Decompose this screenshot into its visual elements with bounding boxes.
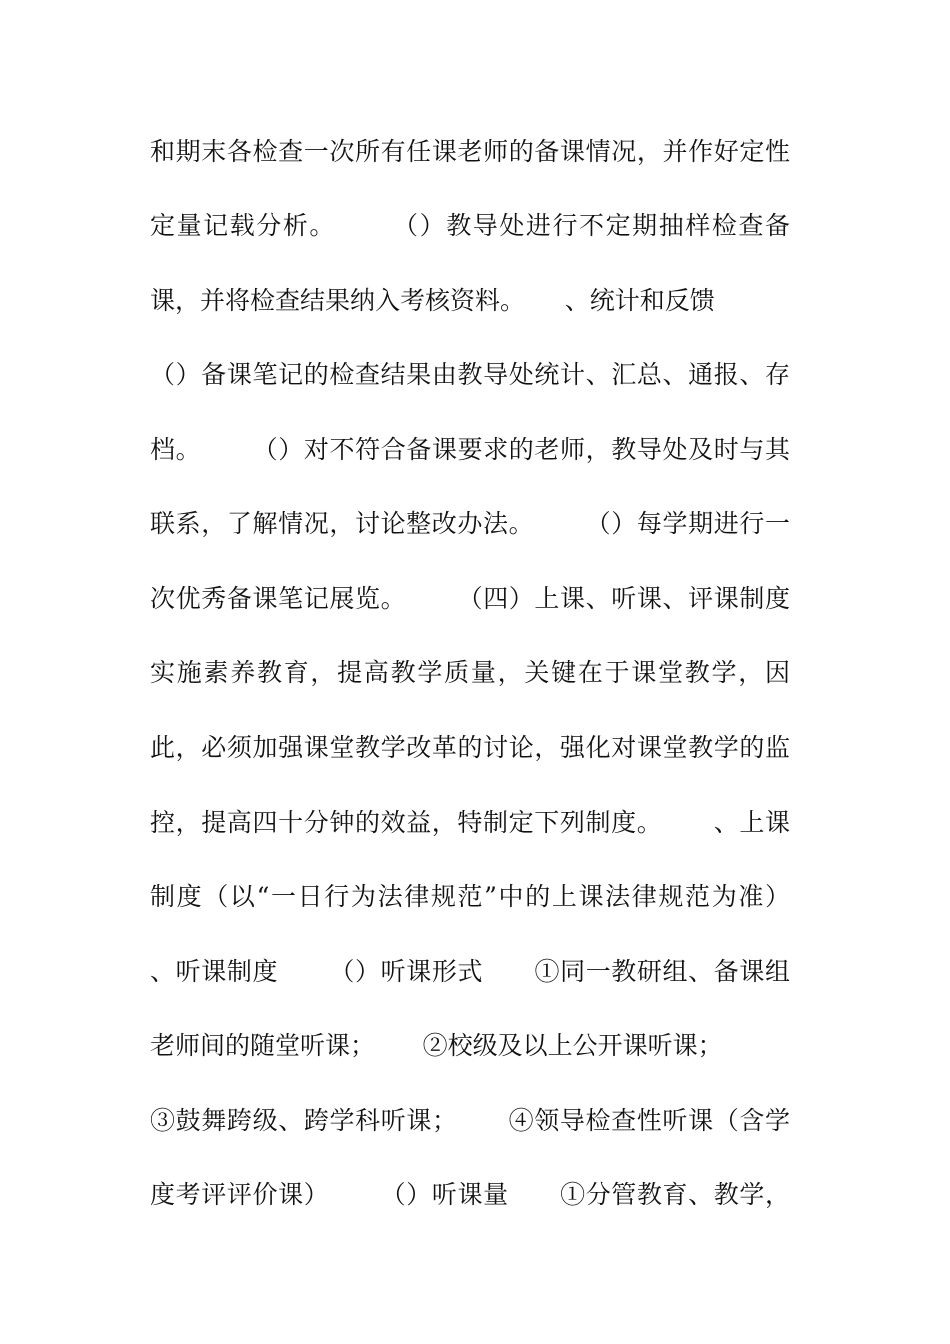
- text-line-4: （）备课笔记的检查结果由教导处统计、汇总、通报、存: [150, 360, 790, 389]
- text-line-6: 联系，了解情况，讨论整改办法。 （）每学期进行一: [150, 509, 790, 538]
- text-line-11: 制度（以“一日行为法律规范”中的上课法律规范为准）: [150, 882, 790, 911]
- text-line-13: 老师间的随堂听课； ②校级及以上公开课听课；: [150, 1031, 723, 1060]
- text-line-12: 、听课制度 （）听课形式 ①同一教研组、备课组: [150, 957, 790, 986]
- text-line-2: 定量记载分析。 （）教导处进行不定期抽样检查备: [150, 211, 790, 240]
- text-line-5: 档。 （）对不符合备课要求的老师，教导处及时与其: [150, 435, 790, 464]
- text-line-14: ③鼓舞跨级、跨学科听课； ④领导检查性听课（含学: [150, 1106, 790, 1135]
- text-line-15: 度考评评价课） （）听课量 ①分管教育、教学，: [150, 1180, 790, 1209]
- text-line-8: 实施素养教育，提高教学质量，关键在于课堂教学，因: [150, 658, 790, 687]
- text-line-3: 课，并将检查结果纳入考核资料。 、统计和反馈: [150, 286, 715, 315]
- text-line-10: 控，提高四十分钟的效益，特制定下列制度。 、上课: [150, 808, 790, 837]
- text-line-1: 和期末各检查一次所有任课老师的备课情况，并作好定性: [150, 137, 790, 166]
- text-line-9: 此，必须加强课堂教学改革的讨论，强化对课堂教学的监: [150, 733, 790, 762]
- text-line-7: 次优秀备课笔记展览。 （四）上课、听课、评课制度: [150, 584, 790, 613]
